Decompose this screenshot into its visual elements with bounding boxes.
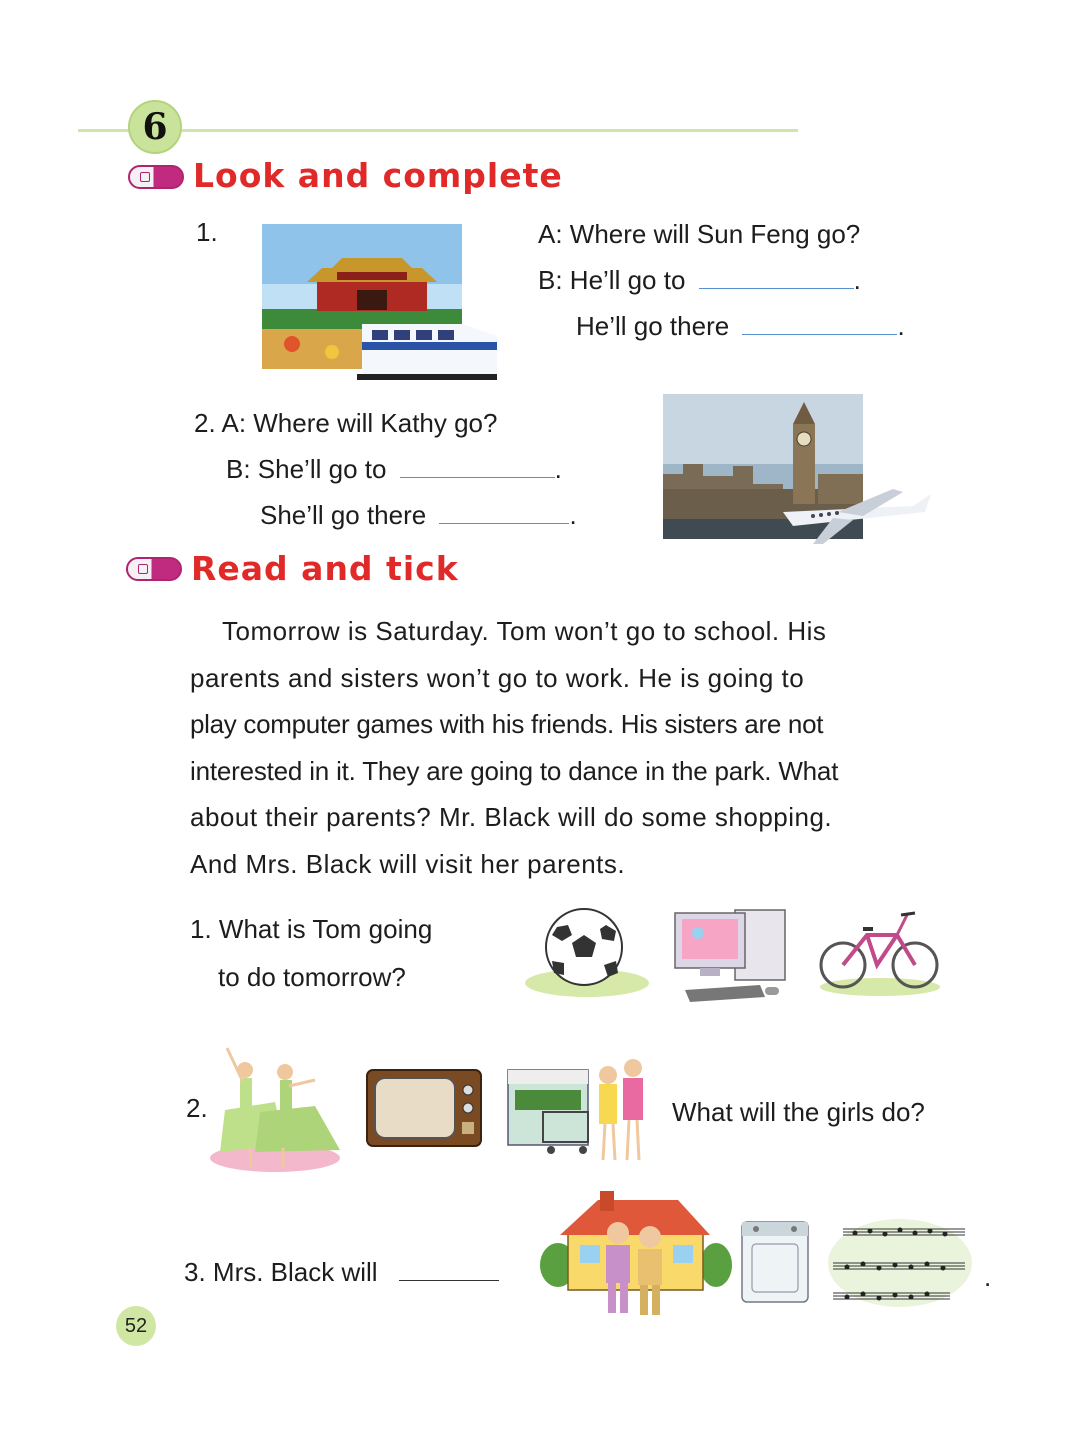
q2-b-line2-text: She’ll go there (260, 500, 427, 530)
ballet-dancers-picture[interactable] (205, 1040, 350, 1175)
q1-b-line2-text: He’ll go there (576, 311, 730, 341)
grandparents-house-picture[interactable] (538, 1185, 733, 1320)
tiananmen-train-picture (262, 224, 497, 389)
passage-line: interested in it. They are going to dance in the park. What (190, 755, 839, 786)
supermarket-shopping-picture[interactable] (503, 1050, 653, 1168)
tick-q3-answer-blank[interactable] (399, 1260, 499, 1281)
section-title-look-and-complete: Look and complete (193, 156, 563, 195)
question-1-number: 1. (196, 217, 218, 247)
q2-a-line: 2. A: Where will Kathy go? (194, 408, 498, 438)
tick-q3-text: 3. Mrs. Black will (184, 1257, 378, 1287)
washing-machine-picture[interactable] (740, 1218, 810, 1308)
page-number: 52 (116, 1306, 156, 1346)
q2-b-line1-text: B: She’ll go to (226, 454, 387, 484)
q1-answer-blank-1[interactable] (699, 268, 854, 289)
tick-q1-line1: 1. What is Tom going (190, 914, 433, 944)
q1-period-2: . (897, 311, 905, 341)
q2-period-1: . (554, 454, 562, 484)
tick-q3-line (184, 1257, 499, 1287)
football-picture[interactable] (522, 905, 652, 1000)
tick-q2-text: What will the girls do? (672, 1097, 925, 1127)
q1-b-line1 (538, 265, 861, 295)
q1-b-line1-text: B: He’ll go to (538, 265, 686, 295)
header-rule (78, 129, 798, 132)
passage-line: parents and sisters won’t go to work. He is going to (190, 662, 805, 693)
q1-b-line2 (576, 311, 905, 341)
passage-line: about their parents? Mr. Black will do some shopping. (190, 802, 833, 832)
passage-line: Tomorrow is Saturday. Tom won’t go to school. His (222, 616, 827, 646)
tick-q3-period: . (984, 1262, 992, 1292)
passage-line: play computer games with his friends. His sisters are not (190, 709, 824, 739)
computer-picture[interactable] (670, 905, 800, 1005)
television-picture[interactable] (365, 1068, 483, 1150)
bicycle-picture[interactable] (815, 905, 945, 1000)
q1-period-1: . (853, 265, 861, 295)
tick-q1-line2: to do tomorrow? (218, 962, 406, 992)
passage-line: And Mrs. Black will visit her parents. (190, 848, 626, 879)
q2-answer-blank-1[interactable] (400, 457, 555, 478)
section-marker-icon (128, 165, 184, 189)
q2-period-2: . (569, 500, 577, 530)
big-ben-plane-picture (663, 394, 938, 554)
unit-number-badge: 6 (128, 100, 182, 154)
q1-a-line: A: Where will Sun Feng go? (538, 219, 861, 249)
q2-answer-blank-2[interactable] (439, 503, 569, 524)
tick-q2-number: 2. (186, 1093, 208, 1123)
section-title-read-and-tick: Read and tick (191, 549, 459, 588)
q2-b-line2 (260, 500, 577, 530)
q1-answer-blank-2[interactable] (742, 314, 897, 335)
music-notes-picture[interactable] (825, 1215, 975, 1310)
q2-b-line1 (226, 454, 562, 484)
reading-passage (190, 608, 950, 887)
section-marker-icon (126, 557, 182, 581)
